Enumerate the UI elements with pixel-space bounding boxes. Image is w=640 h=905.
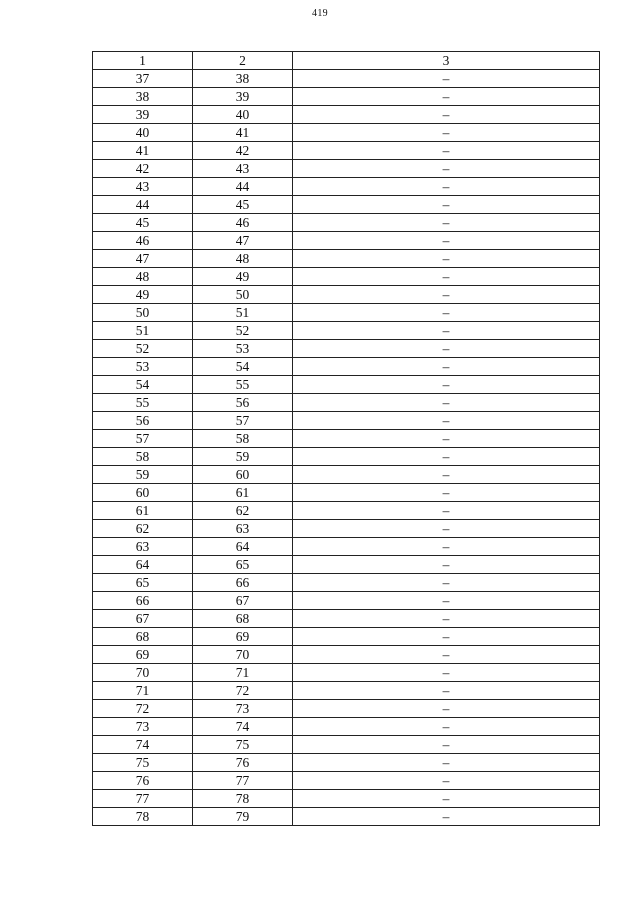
table-cell-col2: 68 <box>193 610 293 628</box>
table-cell-col3: – <box>293 358 600 376</box>
table-cell-col3: – <box>293 268 600 286</box>
table-cell-col1: 67 <box>93 610 193 628</box>
table-row <box>93 268 600 286</box>
table-cell-col3: – <box>293 340 600 358</box>
table-cell-col3: – <box>293 682 600 700</box>
table-cell-col1: 40 <box>93 124 193 142</box>
table-row <box>93 772 600 790</box>
table-cell-col2: 52 <box>193 322 293 340</box>
table-cell-col3: – <box>293 250 600 268</box>
table-cell-col1: 76 <box>93 772 193 790</box>
table-cell-col3: – <box>293 160 600 178</box>
table-cell-col3: – <box>293 322 600 340</box>
column-header-1: 1 <box>93 52 193 70</box>
table-cell-col1: 61 <box>93 502 193 520</box>
table-row <box>93 160 600 178</box>
table-cell-col1: 39 <box>93 106 193 124</box>
table-cell-col2: 66 <box>193 574 293 592</box>
table-row <box>93 358 600 376</box>
table-cell-col1: 42 <box>93 160 193 178</box>
table-cell-col3: – <box>293 412 600 430</box>
table-cell-col1: 37 <box>93 70 193 88</box>
table-cell-col2: 69 <box>193 628 293 646</box>
table-row <box>93 574 600 592</box>
table-cell-col2: 43 <box>193 160 293 178</box>
table-cell-col1: 66 <box>93 592 193 610</box>
table-row <box>93 142 600 160</box>
table-cell-col1: 46 <box>93 232 193 250</box>
table-cell-col1: 69 <box>93 646 193 664</box>
table-cell-col1: 63 <box>93 538 193 556</box>
table-cell-col1: 75 <box>93 754 193 772</box>
table-cell-col2: 74 <box>193 718 293 736</box>
table-row <box>93 106 600 124</box>
table-cell-col3: – <box>293 700 600 718</box>
table-row <box>93 322 600 340</box>
table-cell-col1: 50 <box>93 304 193 322</box>
table-row <box>93 250 600 268</box>
table-cell-col3: – <box>293 466 600 484</box>
table-cell-col3: – <box>293 592 600 610</box>
table-cell-col1: 48 <box>93 268 193 286</box>
table-cell-col3: – <box>293 88 600 106</box>
table-cell-col1: 74 <box>93 736 193 754</box>
table-cell-col2: 79 <box>193 808 293 826</box>
table-cell-col3: – <box>293 718 600 736</box>
table-header <box>93 52 600 70</box>
table-cell-col1: 59 <box>93 466 193 484</box>
table-cell-col1: 78 <box>93 808 193 826</box>
table-cell-col2: 75 <box>193 736 293 754</box>
table-cell-col1: 56 <box>93 412 193 430</box>
table-cell-col2: 60 <box>193 466 293 484</box>
table-cell-col2: 62 <box>193 502 293 520</box>
table-cell-col2: 48 <box>193 250 293 268</box>
table-cell-col2: 45 <box>193 196 293 214</box>
table-cell-col2: 57 <box>193 412 293 430</box>
table-cell-col2: 40 <box>193 106 293 124</box>
table-cell-col3: – <box>293 448 600 466</box>
table-cell-col3: – <box>293 232 600 250</box>
table-cell-col1: 53 <box>93 358 193 376</box>
column-header-3: 3 <box>293 52 600 70</box>
table-row <box>93 484 600 502</box>
table-cell-col1: 58 <box>93 448 193 466</box>
table-row <box>93 232 600 250</box>
table-row <box>93 412 600 430</box>
table-cell-col1: 47 <box>93 250 193 268</box>
table-cell-col3: – <box>293 646 600 664</box>
table-row <box>93 286 600 304</box>
table-row <box>93 466 600 484</box>
table-row <box>93 700 600 718</box>
table-cell-col2: 51 <box>193 304 293 322</box>
table-cell-col3: – <box>293 124 600 142</box>
table-cell-col2: 65 <box>193 556 293 574</box>
table-cell-col3: – <box>293 142 600 160</box>
table-row <box>93 124 600 142</box>
table-cell-col2: 67 <box>193 592 293 610</box>
table-cell-col3: – <box>293 484 600 502</box>
table-cell-col3: – <box>293 106 600 124</box>
table-cell-col1: 44 <box>93 196 193 214</box>
table-row <box>93 736 600 754</box>
table-cell-col3: – <box>293 556 600 574</box>
table-cell-col1: 70 <box>93 664 193 682</box>
table-cell-col1: 73 <box>93 718 193 736</box>
table-row <box>93 394 600 412</box>
table-row <box>93 430 600 448</box>
table-cell-col1: 52 <box>93 340 193 358</box>
table-cell-col2: 71 <box>193 664 293 682</box>
table-row <box>93 646 600 664</box>
table-cell-col3: – <box>293 430 600 448</box>
table-row <box>93 196 600 214</box>
table-cell-col1: 72 <box>93 700 193 718</box>
table-cell-col2: 54 <box>193 358 293 376</box>
table-cell-col1: 71 <box>93 682 193 700</box>
table-cell-col3: – <box>293 772 600 790</box>
table-row <box>93 178 600 196</box>
table-cell-col3: – <box>293 808 600 826</box>
table-cell-col1: 43 <box>93 178 193 196</box>
table-cell-col2: 55 <box>193 376 293 394</box>
table-cell-col2: 78 <box>193 790 293 808</box>
table-row <box>93 376 600 394</box>
table-cell-col2: 42 <box>193 142 293 160</box>
table-cell-col2: 59 <box>193 448 293 466</box>
table-cell-col3: – <box>293 304 600 322</box>
table-row <box>93 556 600 574</box>
table-cell-col3: – <box>293 538 600 556</box>
table-cell-col1: 65 <box>93 574 193 592</box>
table-cell-col1: 41 <box>93 142 193 160</box>
table-cell-col3: – <box>293 394 600 412</box>
table-cell-col3: – <box>293 736 600 754</box>
table-cell-col1: 64 <box>93 556 193 574</box>
table-row <box>93 502 600 520</box>
table-cell-col1: 57 <box>93 430 193 448</box>
table-cell-col1: 49 <box>93 286 193 304</box>
table-cell-col2: 64 <box>193 538 293 556</box>
page-number: 419 <box>312 8 328 19</box>
table-cell-col3: – <box>293 790 600 808</box>
table-cell-col2: 38 <box>193 70 293 88</box>
table-row <box>93 718 600 736</box>
table-row <box>93 304 600 322</box>
table-cell-col2: 46 <box>193 214 293 232</box>
header-row <box>93 52 600 70</box>
table-cell-col1: 68 <box>93 628 193 646</box>
table-cell-col3: – <box>293 520 600 538</box>
table-cell-col2: 44 <box>193 178 293 196</box>
table-cell-col2: 41 <box>193 124 293 142</box>
table-cell-col3: – <box>293 376 600 394</box>
table-row <box>93 520 600 538</box>
table-cell-col2: 72 <box>193 682 293 700</box>
table-cell-col3: – <box>293 754 600 772</box>
table-cell-col2: 70 <box>193 646 293 664</box>
table-row <box>93 538 600 556</box>
table-cell-col2: 50 <box>193 286 293 304</box>
table-cell-col2: 56 <box>193 394 293 412</box>
table-row <box>93 214 600 232</box>
table-row <box>93 592 600 610</box>
table-row <box>93 664 600 682</box>
table-cell-col3: – <box>293 196 600 214</box>
table-cell-col1: 62 <box>93 520 193 538</box>
table-cell-col3: – <box>293 610 600 628</box>
table-cell-col2: 63 <box>193 520 293 538</box>
table-cell-col3: – <box>293 664 600 682</box>
table-cell-col2: 53 <box>193 340 293 358</box>
table-row <box>93 790 600 808</box>
table-cell-col2: 61 <box>193 484 293 502</box>
table-cell-col1: 60 <box>93 484 193 502</box>
table-cell-col1: 45 <box>93 214 193 232</box>
table-row <box>93 448 600 466</box>
table-row <box>93 610 600 628</box>
table-cell-col1: 51 <box>93 322 193 340</box>
table-row <box>93 340 600 358</box>
data-table <box>92 51 600 826</box>
table-row <box>93 628 600 646</box>
table-cell-col2: 47 <box>193 232 293 250</box>
table-row <box>93 754 600 772</box>
table-row <box>93 70 600 88</box>
table-cell-col2: 49 <box>193 268 293 286</box>
column-header-2: 2 <box>193 52 293 70</box>
table-cell-col2: 73 <box>193 700 293 718</box>
table-row <box>93 808 600 826</box>
table-cell-col3: – <box>293 70 600 88</box>
table-cell-col1: 54 <box>93 376 193 394</box>
table-row <box>93 88 600 106</box>
table-cell-col3: – <box>293 178 600 196</box>
table-cell-col3: – <box>293 214 600 232</box>
table-cell-col2: 76 <box>193 754 293 772</box>
table-cell-col3: – <box>293 502 600 520</box>
table-row <box>93 682 600 700</box>
table-cell-col3: – <box>293 286 600 304</box>
table-cell-col3: – <box>293 574 600 592</box>
table-cell-col1: 55 <box>93 394 193 412</box>
table-cell-col3: – <box>293 628 600 646</box>
table-body <box>93 70 600 826</box>
table-cell-col2: 77 <box>193 772 293 790</box>
table-cell-col1: 38 <box>93 88 193 106</box>
table-cell-col1: 77 <box>93 790 193 808</box>
table-cell-col2: 39 <box>193 88 293 106</box>
table-cell-col2: 58 <box>193 430 293 448</box>
